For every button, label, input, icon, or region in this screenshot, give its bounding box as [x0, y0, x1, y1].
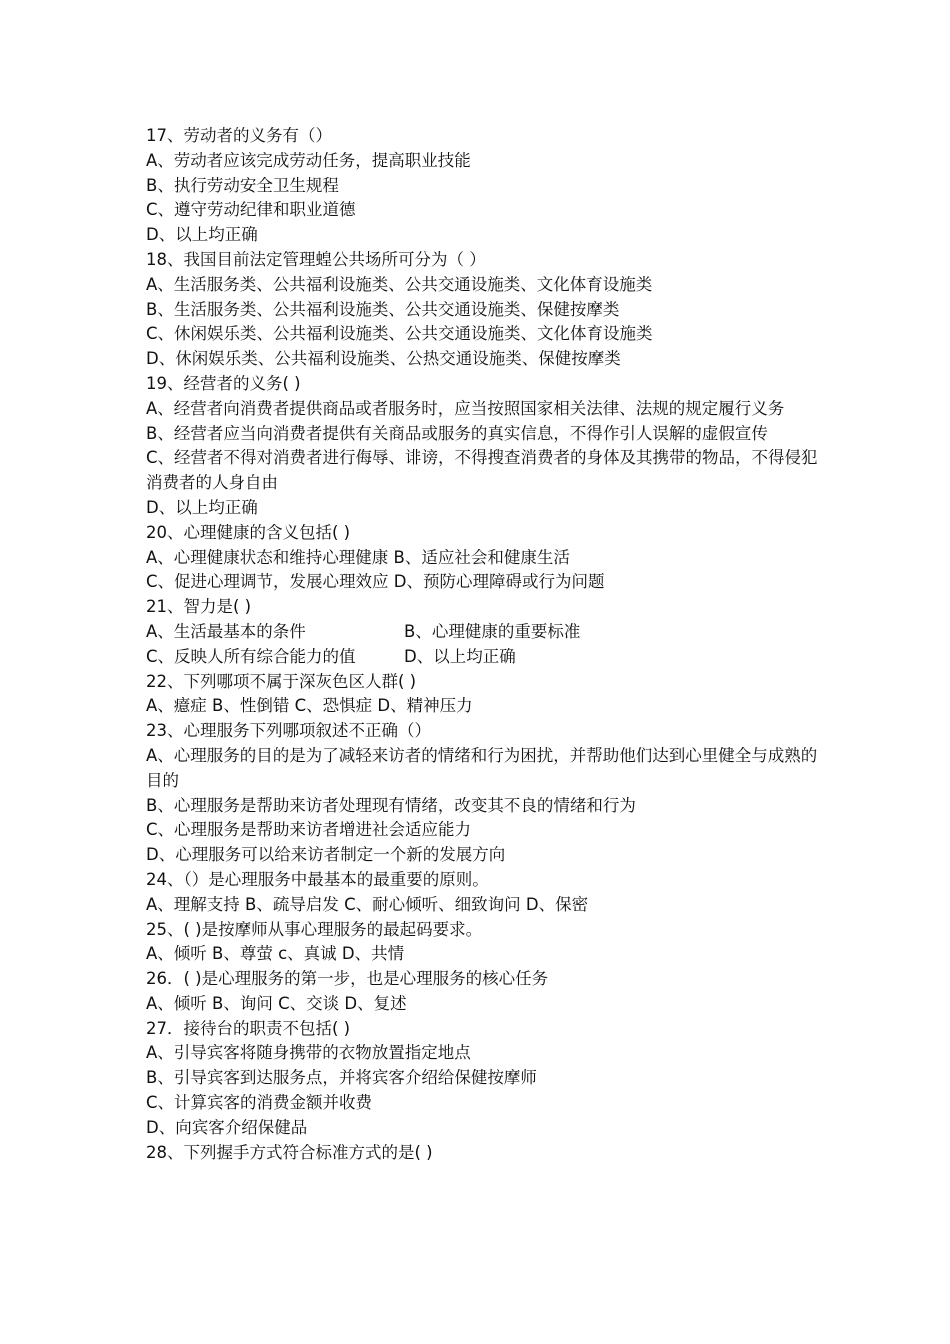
option-27-d: D、向宾客介绍保健品 — [146, 1117, 308, 1137]
question-25: 25、( )是按摩师从事心理服务的最起码要求。 — [146, 919, 483, 939]
option-19-b: B、经营者应当向消费者提供有关商品或服务的真实信息，不得作引人误解的虚假宣传 — [146, 423, 768, 443]
question-28: 28、下列握手方式符合标准方式的是( ) — [146, 1142, 433, 1162]
option-27-b: B、引导宾客到达服务点，并将宾客介绍给保健按摩师 — [146, 1068, 537, 1088]
question-17: 17、劳动者的义务有（） — [146, 126, 332, 145]
option-27-a: A、引导宾客将随身携带的衣物放置指定地点 — [146, 1043, 471, 1063]
options-22: A、癔症 B、性倒错 C、恐惧症 D、精神压力 — [146, 696, 473, 716]
option-17-b: B、执行劳动安全卫生规程 — [146, 175, 339, 195]
option-19-a: A、经营者向消费者提供商品或者服务时，应当按照国家相关法律、法规的规定履行义务 — [146, 398, 785, 418]
question-27: 27．接待台的职责不包括( ) — [146, 1018, 351, 1038]
options-21-row-1 — [146, 620, 826, 645]
option-17-a: A、劳动者应该完成劳动任务，提高职业技能 — [146, 150, 471, 170]
option-21-a: A、生活最基本的条件 — [146, 621, 306, 641]
option-18-d: D、休闲娱乐类、公共福利设施类、公热交通设施类、保健按摩类 — [146, 349, 621, 369]
question-23: 23、心理服务下列哪项叙述不正确（） — [146, 721, 431, 741]
option-19-c: C、经营者不得对消费者进行侮辱、诽谤，不得搜查消费者的身体及其携带的物品，不得侵犯消费者的人身自由 — [146, 448, 818, 493]
question-18: 18、我国目前法定管理蝗公共场所可分为（ ） — [146, 249, 486, 269]
question-20: 20、心理健康的含义包括( ) — [146, 522, 351, 542]
options-21-row-2 — [146, 645, 826, 670]
question-19: 19、经营者的义务( ) — [146, 373, 301, 393]
option-17-d: D、以上均正确 — [146, 225, 258, 245]
option-23-d: D、心理服务可以给来访者制定一个新的发展方向 — [146, 845, 506, 865]
option-23-b: B、心理服务是帮助来访者处理现有情绪，改变其不良的情绪和行为 — [146, 795, 636, 815]
question-26: 26．( )是心理服务的第一步，也是心理服务的核心任务 — [146, 969, 549, 989]
exam-page — [146, 124, 826, 1165]
question-22: 22、下列哪项不属于深灰色区人群( ) — [146, 671, 417, 691]
option-21-b: B、心理健康的重要标准 — [404, 621, 581, 641]
question-21: 21、智力是( ) — [146, 597, 252, 617]
option-17-c: C、遵守劳动纪律和职业道德 — [146, 200, 356, 220]
option-23-a: A、心理服务的目的是为了减轻来访者的情绪和行为困扰，并帮助他们达到心里健全与成熟的目的 — [146, 745, 818, 790]
option-20-cd: C、促进心理调节，发展心理效应 D、预防心理障碍或行为问题 — [146, 572, 605, 592]
option-21-d: D、以上均正确 — [404, 646, 516, 666]
question-24: 24、（）是心理服务中最基本的最重要的原则。 — [146, 869, 489, 889]
option-18-b: B、生活服务类、公共福利设施类、公共交通设施类、保健按摩类 — [146, 299, 620, 319]
options-26: A、倾听 B、询问 C、交谈 D、复述 — [146, 993, 407, 1013]
option-21-c: C、反映人所有综合能力的值 — [146, 646, 356, 666]
options-25: A、倾听 B、尊萤 c、真诚 D、共情 — [146, 944, 405, 964]
option-20-ab: A、心理健康状态和维持心理健康 B、适应社会和健康生活 — [146, 547, 570, 567]
option-18-c: C、休闲娱乐类、公共福利设施类、公共交通设施类、文化体育设施类 — [146, 324, 653, 344]
option-23-c: C、心理服务是帮助来访者增进社会适应能力 — [146, 820, 472, 840]
option-27-c: C、计算宾客的消费金额并收费 — [146, 1093, 373, 1113]
options-24: A、理解支持 B、疏导启发 C、耐心倾听、细致询问 D、保密 — [146, 894, 589, 914]
option-18-a: A、生活服务类、公共福利设施类、公共交通设施类、文化体育设施类 — [146, 274, 653, 294]
option-19-d: D、以上均正确 — [146, 497, 258, 517]
